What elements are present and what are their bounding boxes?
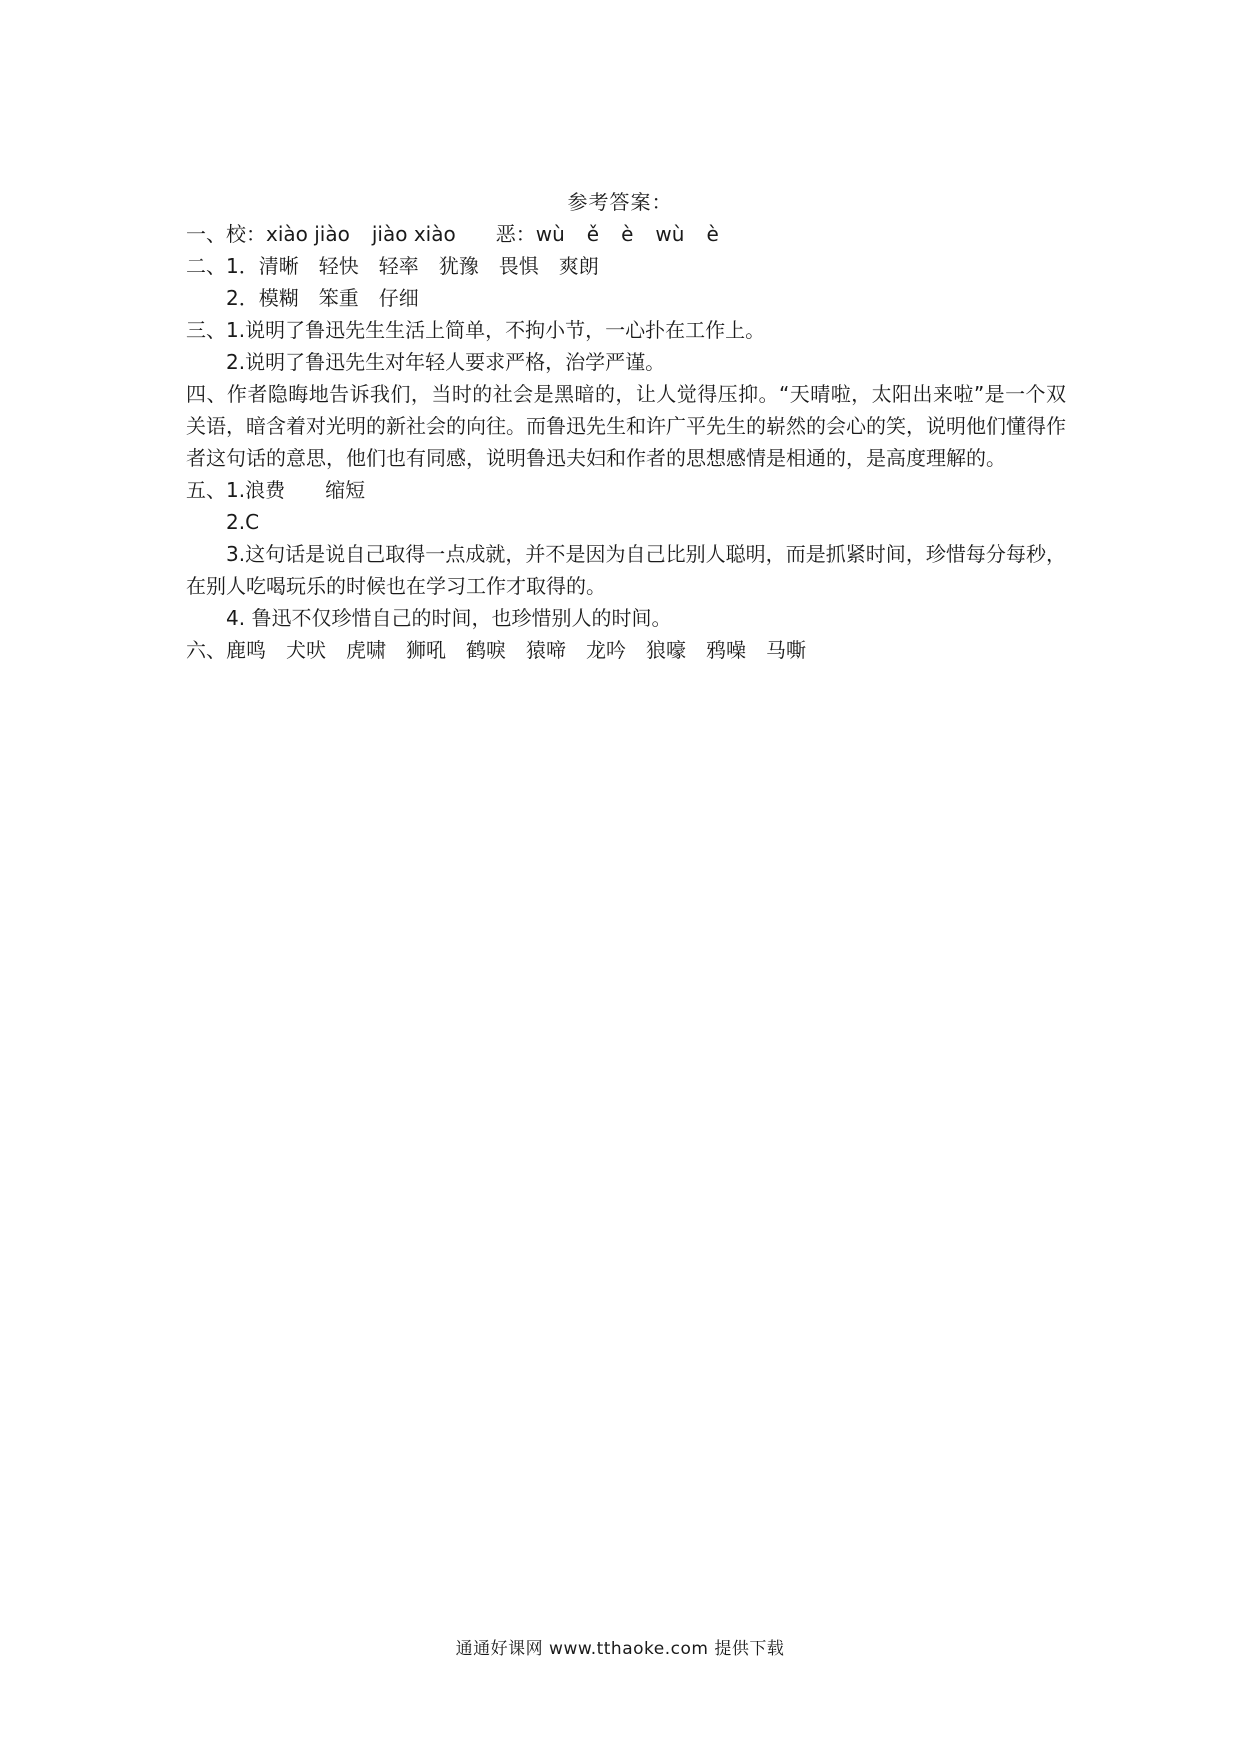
answer-5-3: 3.这句话是说自己取得一点成就，并不是因为自己比别人聪明，而是抓紧时间，珍惜每分每秒，在别人吃喝玩乐的时候也在学习工作才取得的。 (186, 542, 1066, 598)
word: 狮吼 (406, 638, 446, 662)
pinyin-f: wù (655, 222, 685, 246)
answer-5-2: 2.C (226, 510, 260, 534)
word: 鸦噪 (706, 638, 746, 662)
answer-2-1 (186, 250, 1066, 282)
pinyin-a: xiào jiào (266, 222, 350, 246)
answer-content (186, 218, 1066, 666)
word: 轻率 (378, 254, 419, 278)
word: 狼嚎 (646, 638, 686, 662)
word: 清晰 (258, 254, 299, 278)
word: 爽朗 (558, 254, 599, 278)
word: 模糊 (258, 286, 299, 310)
pinyin-g: è (706, 222, 719, 246)
answer-6 (186, 634, 1066, 666)
word: 缩短 (325, 478, 366, 502)
pinyin-d: ě (586, 222, 600, 246)
answer-2-2 (186, 282, 1066, 314)
answer-4: 四、作者隐晦地告诉我们，当时的社会是黑暗的，让人觉得压抑。“天晴啦，太阳出来啦”是一个双关语，暗含着对光明的新社会的向往。而鲁迅先生和许广平先生的崭然的会心的笑，说明他们懂得作者这句话的意思，他们也有同感，说明鲁迅夫妇和作者的思想感情是相通的，是高度理解的。 (186, 382, 1066, 470)
word: 马嘶 (766, 638, 806, 662)
answer-1-prefix2: 恶： (495, 222, 536, 246)
answer-2-prefix2: 2． (226, 286, 259, 310)
page-footer: 通通好课网 www.tthaoke.com 提供下载 (455, 1639, 785, 1659)
word: 轻快 (318, 254, 359, 278)
pinyin-b: jiào xiào (371, 222, 456, 246)
word: 龙吟 (586, 638, 626, 662)
word: 仔细 (378, 286, 419, 310)
answer-2-prefix: 二、1． (186, 254, 259, 278)
pinyin-c: wù (535, 222, 565, 246)
word: 笨重 (318, 286, 359, 310)
pinyin-e: è (621, 222, 634, 246)
answer-5-4: 4. 鲁迅不仅珍惜自己的时间，也珍惜别人的时间。 (226, 606, 672, 630)
answer-3-2: 2.说明了鲁迅先生对年轻人要求严格，治学严谨。 (226, 350, 666, 374)
answer-1-prefix: 一、校： (186, 222, 266, 246)
word: 畏惧 (498, 254, 539, 278)
answer-6-prefix: 六、 (186, 638, 226, 662)
word: 犬吠 (286, 638, 326, 662)
answer-1 (186, 218, 1066, 250)
word: 鹤唳 (466, 638, 506, 662)
word: 猿啼 (526, 638, 566, 662)
answer-5-prefix: 五、1.浪费 (186, 478, 286, 502)
word: 鹿鸣 (226, 638, 266, 662)
answer-3-1: 三、1.说明了鲁迅先生生活上简单，不拘小节，一心扑在工作上。 (186, 318, 766, 342)
word: 犹豫 (438, 254, 479, 278)
word: 虎啸 (346, 638, 386, 662)
answer-5-1 (186, 474, 1066, 506)
page-title: 参考答案： (567, 190, 673, 214)
